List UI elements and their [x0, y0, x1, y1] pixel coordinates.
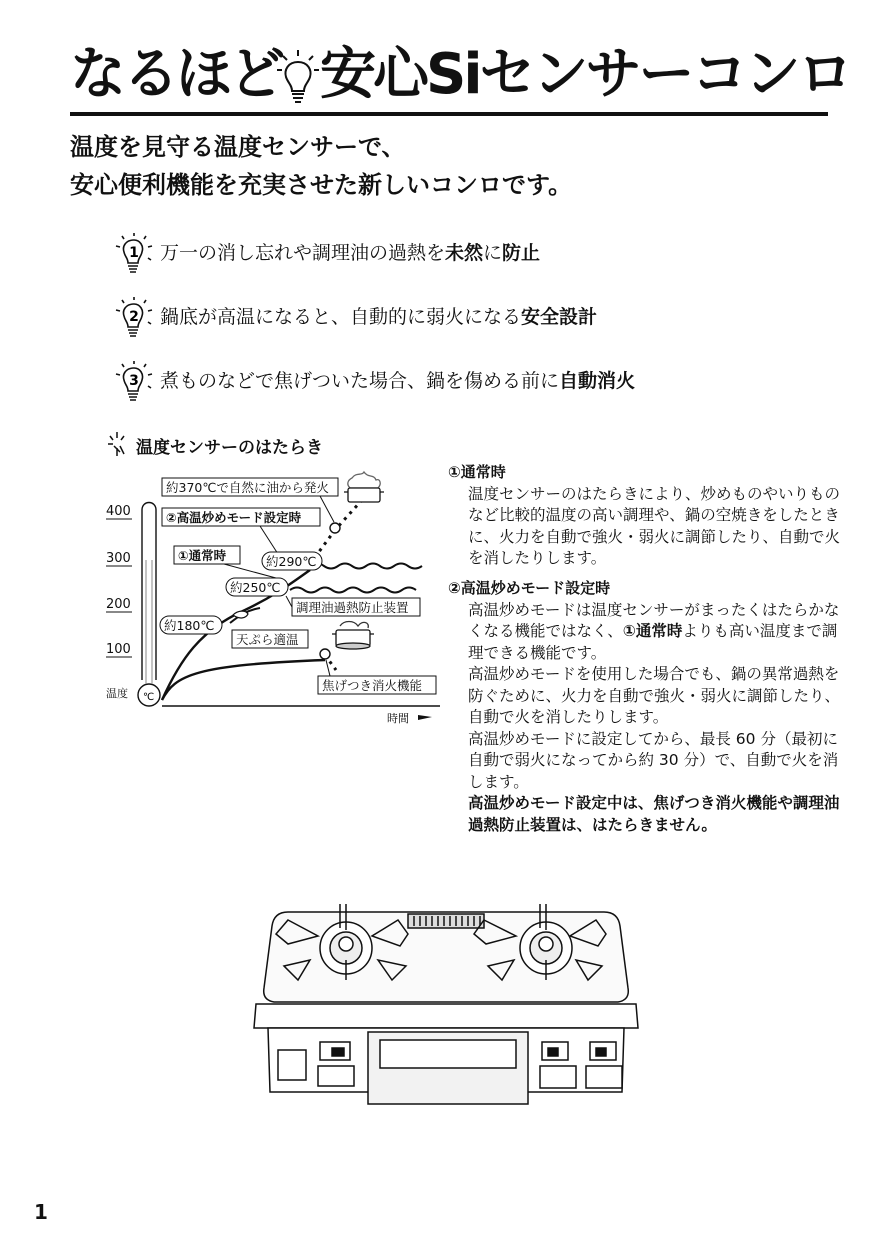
label-tempura: 天ぷら適温	[236, 632, 299, 647]
flaming-pot-icon	[344, 472, 384, 502]
title-underline	[70, 112, 828, 116]
high-mode-body-2: 高温炒めモードを使用した場合でも、鍋の異常過熱を防ぐために、火力を自動で強火・弱火に調節したり、自動で火を消したりします。	[468, 665, 841, 726]
feature-3	[112, 360, 812, 404]
tick-400: 400	[106, 504, 131, 519]
high-mode-warning: 高温炒めモード設定中は、焦げつき消火機能や調理油過熱防止装置は、はたらきません。	[468, 794, 840, 834]
svg-text:2: 2	[129, 309, 139, 325]
svg-text:3: 3	[129, 373, 139, 389]
label-normal: ①通常時	[178, 548, 227, 563]
label-scorch: 焦げつき消火機能	[322, 678, 423, 693]
thermometer-icon	[138, 503, 160, 707]
feature-3-text: 煮ものなどで焦げついた場合、鍋を傷める前に自動消火	[160, 370, 636, 392]
label-250: 約250℃	[230, 580, 281, 595]
subtitle-line-2: 安心便利機能を充実させた新しいコンロです。	[70, 171, 573, 199]
label-290: 約290℃	[266, 554, 317, 569]
tick-300: 300	[106, 551, 131, 566]
normal-mode-description	[448, 462, 840, 570]
high-mode-body-3: 高温炒めモードに設定してから、最長 60 分（最初に自動で弱火になってから約 30 分）で、自動で火を消します。	[468, 729, 839, 791]
normal-mode-body: 温度センサーのはたらきにより、炒めものやいりものなど比較的温度の高い調理や、鍋の空焼きをしたときに、火力を自動で強火・弱火に調節したり、自動で火を消したりします。	[468, 484, 841, 567]
feature-1	[112, 232, 812, 276]
page-number: 1	[34, 1200, 48, 1224]
high-mode-heading: ②高温炒めモード設定時	[448, 579, 611, 597]
lightbulb-icon	[275, 48, 321, 106]
high-mode-body-1: 高温炒めモードは温度センサーがまったくはたらかなくなる機能ではなく、①通常時よりも高い温度まで調理できる機能です。	[468, 600, 840, 662]
x-axis-label: 時間	[387, 712, 409, 725]
label-oil-guard: 調理油過熱防止装置	[296, 600, 409, 615]
label-180: 約180℃	[164, 618, 215, 633]
temperature-diagram	[100, 470, 445, 730]
section-heading	[106, 430, 506, 460]
tempura-icon	[233, 611, 248, 618]
section-heading-text: 温度センサーのはたらき	[136, 438, 323, 458]
subtitle-line-1: 温度を見守る温度センサーで、	[70, 133, 406, 161]
feature-2-text: 鍋底が高温になると、自動的に弱火になる安全設計	[160, 306, 598, 328]
feature-2	[112, 296, 812, 340]
page-title	[70, 40, 851, 118]
sparkle-icon	[106, 430, 128, 458]
tick-100: 100	[106, 642, 131, 657]
high-mode-description	[448, 578, 840, 836]
tick-200: 200	[106, 597, 131, 612]
title-part-1: なるほど	[70, 42, 282, 107]
celsius-unit: ℃	[143, 692, 155, 703]
bulb-number-3-icon	[112, 360, 156, 404]
y-unit-label: 温度	[106, 687, 128, 700]
normal-mode-heading: ①通常時	[448, 463, 506, 481]
feature-1-text: 万一の消し忘れや調理油の過熱を未然に防止	[160, 242, 541, 264]
title-part-2: 安心Siセンサーコンロ	[320, 42, 851, 107]
gas-stove-illustration	[248, 900, 644, 1115]
svg-text:1: 1	[129, 245, 139, 261]
bulb-number-2-icon	[112, 296, 156, 340]
label-ignite: 約370℃で自然に油から発火	[166, 480, 329, 495]
bulb-number-1-icon	[112, 232, 156, 276]
label-high-mode: ②高温炒めモード設定時	[166, 510, 302, 525]
boiling-pot-icon	[332, 622, 374, 650]
